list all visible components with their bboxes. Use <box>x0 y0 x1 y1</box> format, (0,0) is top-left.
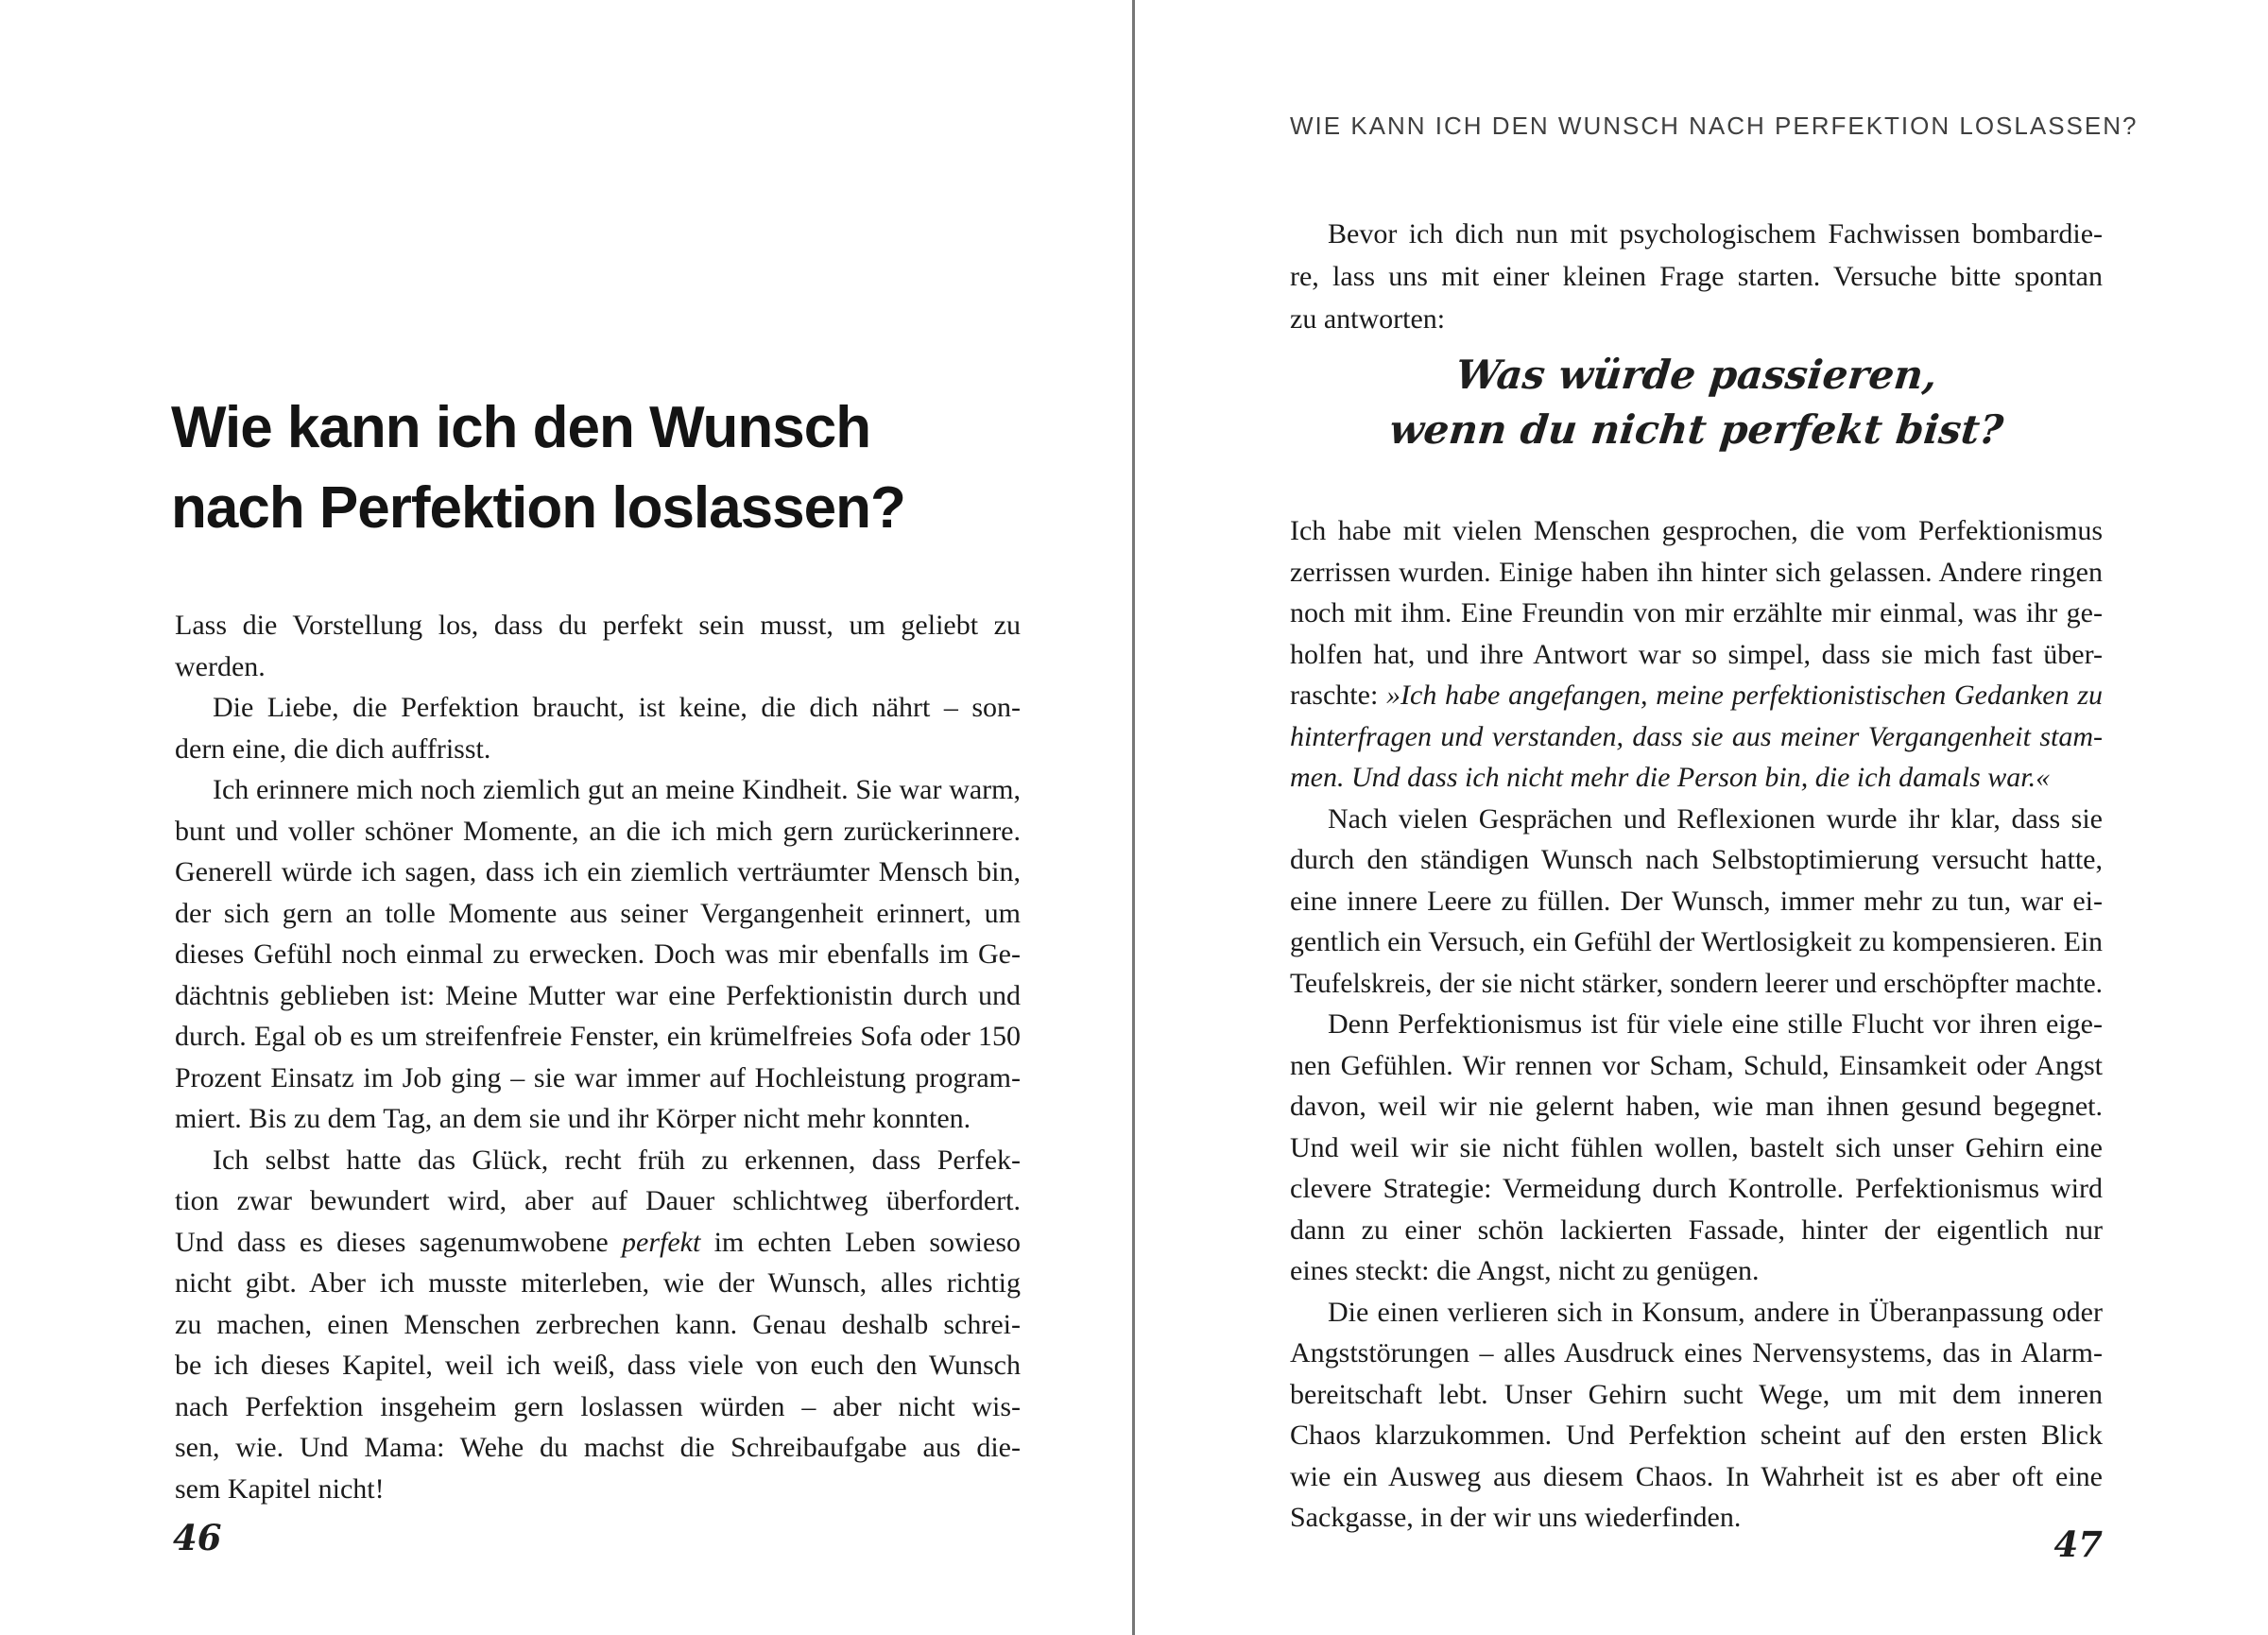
text-line: Generell würde ich sagen, dass ich ein ziemlich verträumter Mensch bin, <box>175 856 1021 887</box>
text-line: tion zwar bewundert wird, aber auf Dauer schlichtweg überfordert. <box>175 1185 1021 1216</box>
chapter-title <box>171 387 1116 548</box>
text-line: Chaos klarzukommen. Und Perfektion scheint auf den ersten Blick <box>1290 1420 2103 1451</box>
text-line: dächtnis geblieben ist: Meine Mutter war eine Perfektionistin durch und <box>175 979 1021 1011</box>
text-line: nach Perfektion insgeheim gern loslassen würden – aber nicht wis- <box>175 1390 1021 1422</box>
text-line: zu machen, einen Menschen zerbrechen kann. Genau deshalb schrei- <box>175 1308 1021 1340</box>
text-line: Nach vielen Gesprächen und Reflexionen wurde ihr klar, dass sie <box>1328 802 2103 835</box>
text-line: werden. <box>175 650 266 682</box>
text-line: clevere Strategie: Vermeidung durch Kontrolle. Perfektionismus wird <box>1290 1173 2103 1204</box>
text-line: Denn Perfektionismus ist für viele eine stille Flucht vor ihren eige- <box>1328 1008 2103 1040</box>
text-line: dern eine, die dich auffrisst. <box>175 732 491 765</box>
text-line: Und dass es dieses sagenumwobene perfekt im echten Leben sowieso <box>175 1226 1022 1258</box>
handwritten-question-line: Was würde passieren, <box>1452 352 1940 398</box>
page-number-left: 46 <box>173 1517 222 1558</box>
text-line: durch. Egal ob es um streifenfreie Fenster, ein krümelfreies Sofa oder 150 <box>175 1021 1021 1052</box>
text-line: Die Liebe, die Perfektion braucht, ist keine, die dich nährt – son- <box>213 692 1021 723</box>
text-line: zu antworten: <box>1290 303 1446 335</box>
running-header: WIE KANN ICH DEN WUNSCH NACH PERFEKTION LOSLASSEN? <box>1290 112 2139 140</box>
text-line: bereitschaft lebt. Unser Gehirn sucht Wege, um mit dem inneren <box>1290 1378 2103 1410</box>
chapter-title-line: Wie kann ich den Wunsch <box>171 394 871 460</box>
text-line: eines steckt: die Angst, nicht zu genügen. <box>1290 1255 1760 1286</box>
chapter-title-line: nach Perfektion loslassen? <box>171 474 905 541</box>
text-line: eine innere Leere zu füllen. Der Wunsch, immer mehr zu tun, war ei- <box>1290 885 2103 917</box>
page-right-body <box>1290 510 2103 1539</box>
page-divider <box>1132 0 1135 1635</box>
text-line: Die einen verlieren sich in Konsum, andere in Überanpassung oder <box>1328 1296 2103 1328</box>
handwritten-question-line: wenn du nicht perfekt bist? <box>1387 406 2006 453</box>
page-number-right: 47 <box>2053 1523 2103 1565</box>
text-line: sem Kapitel nicht! <box>175 1472 385 1505</box>
text-line: re, lass uns mit einer kleinen Frage starten. Versuche bitte spontan <box>1290 261 2103 292</box>
text-line: der sich gern an tolle Momente aus seiner Vergangenheit erinnert, um <box>175 897 1021 929</box>
page-right-intro-paragraph <box>1290 213 2103 340</box>
handwritten-question <box>1290 348 2103 457</box>
text-line: Ich erinnere mich noch ziemlich gut an meine Kindheit. Sie war warm, <box>213 774 1021 805</box>
text-line: raschte: »Ich habe angefangen, meine perfektionistischen Gedanken zu <box>1290 680 2103 711</box>
text-line: Bevor ich dich nun mit psychologischem Fachwissen bombardie- <box>1328 218 2103 250</box>
text-line: miert. Bis zu dem Tag, an dem sie und ihr Körper nicht mehr konnten. <box>175 1103 971 1134</box>
text-line: Teufelskreis, der sie nicht stärker, sondern leerer und erschöpfter machte. <box>1290 967 2103 999</box>
text-line: holfen hat, und ihre Antwort war so simpel, dass sie mich fast über- <box>1290 638 2103 670</box>
text-line: Und weil wir sie nicht fühlen wollen, bastelt sich unser Gehirn eine <box>1290 1131 2103 1163</box>
text-line: Sackgasse, in der wir uns wiederfinden. <box>1290 1502 1742 1533</box>
text-line: noch mit ihm. Eine Freundin von mir erzählte mir einmal, was ihr ge- <box>1290 597 2103 628</box>
text-line: zerrissen wurden. Einige haben ihn hinter sich gelassen. Andere ringen <box>1290 556 2103 588</box>
text-line: durch den ständigen Wunsch nach Selbstoptimierung versucht hatte, <box>1290 844 2103 875</box>
text-line: Angststörungen – alles Ausdruck eines Nervensystems, das in Alarm- <box>1290 1337 2103 1368</box>
text-line: davon, weil wir nie gelernt haben, wie man ihnen gesund begegnet. <box>1290 1091 2103 1122</box>
text-line: Prozent Einsatz im Job ging – sie war immer auf Hochleistung program- <box>175 1061 1021 1093</box>
text-line: be ich dieses Kapitel, weil ich weiß, dass viele von euch den Wunsch <box>175 1350 1021 1381</box>
text-line: nen Gefühlen. Wir rennen vor Scham, Schuld, Einsamkeit oder Angst <box>1290 1049 2103 1081</box>
text-line: bunt und voller schöner Momente, an die ich mich gern zurückerinnere. <box>175 815 1021 847</box>
text-line: Lass die Vorstellung los, dass du perfekt sein musst, um geliebt zu <box>175 610 1021 641</box>
text-line: men. Und dass ich nicht mehr die Person bin, die ich damals war.« <box>1290 762 2051 793</box>
text-line: wie ein Ausweg aus diesem Chaos. In Wahrheit ist es aber oft eine <box>1290 1460 2103 1492</box>
text-line: nicht gibt. Aber ich musste miterleben, wie der Wunsch, alles richtig <box>175 1267 1021 1299</box>
text-line: gentlich ein Versuch, ein Gefühl der Wertlosigkeit zu kompensieren. Ein <box>1290 926 2103 957</box>
text-line: hinterfragen und verstanden, dass sie aus meiner Vergangenheit stam- <box>1290 720 2103 752</box>
page-left-body <box>175 605 1021 1509</box>
text-line: dieses Gefühl noch einmal zu erwecken. Doch was mir ebenfalls im Ge- <box>175 938 1021 970</box>
text-line: Ich habe mit vielen Menschen gesprochen, die vom Perfektionismus <box>1290 515 2103 546</box>
text-line: sen, wie. Und Mama: Wehe du machst die Schreibaufgabe aus die- <box>175 1432 1021 1463</box>
text-line: Ich selbst hatte das Glück, recht früh zu erkennen, dass Perfek- <box>213 1144 1021 1176</box>
text-line: dann zu einer schön lackierten Fassade, hinter der eigentlich nur <box>1290 1213 2103 1246</box>
